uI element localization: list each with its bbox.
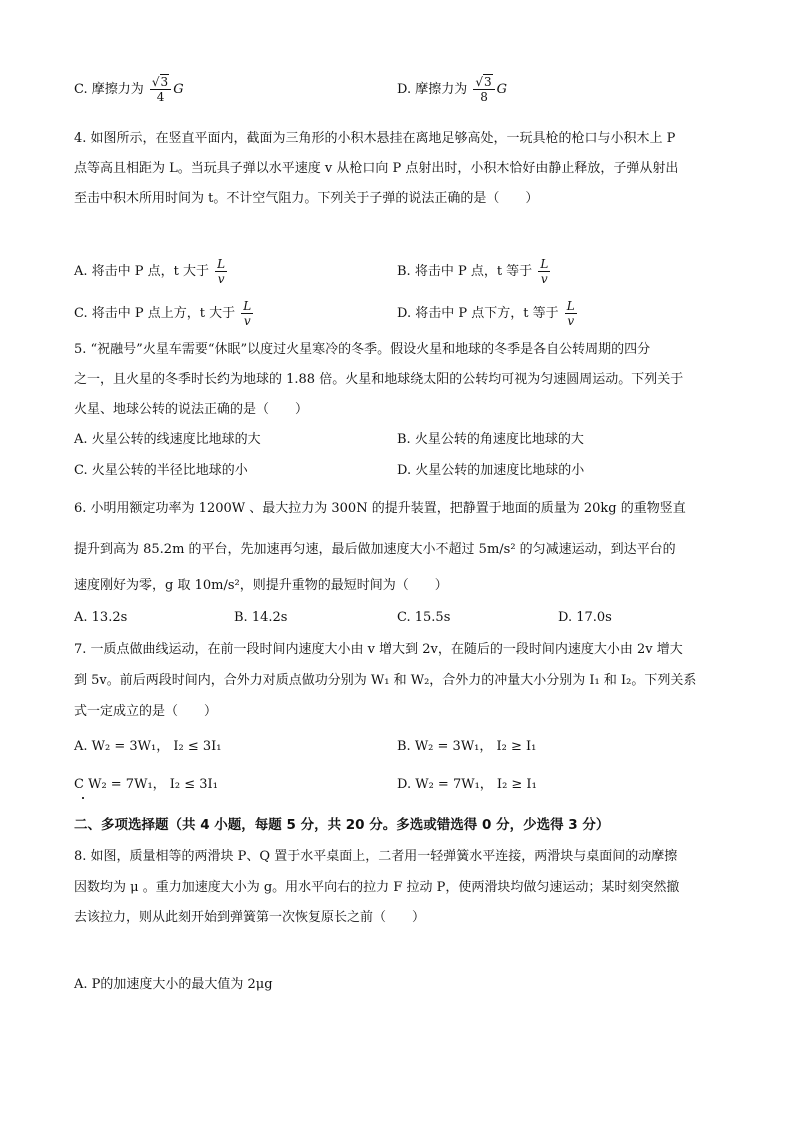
q4-stem-line: 点等高且相距为 L。当玩具子弹以水平速度 v 从枪口向 P 点射出时，小积木恰好由静止释放，子弹从射出: [74, 161, 679, 176]
q7-stem-line: 到 5v。前后两段时间内，合外力对质点做功分别为 W₁ 和 W₂，合外力的冲量大小分别为 I₁ 和 I₂。下列关系: [74, 673, 697, 688]
q3-option-d: [397, 76, 507, 103]
q4-option-b: [397, 258, 552, 285]
option-text: B. 将击中 P 点，t 等于: [397, 264, 533, 279]
q5-stem-line: 火星、地球公转的说法正确的是（ ）: [74, 402, 309, 417]
q8-option-a: A. P的加速度大小的最大值为 2μg: [74, 977, 273, 992]
q6-stem-line: 6. 小明用额定功率为 1200W 、最大拉力为 300N 的提升装置，把静置于地面的质量为 20kg 的重物竖直: [74, 501, 686, 516]
q4-stem-line: 至击中积木所用时间为 t。不计空气阻力。下列关于子弹的说法正确的是（ ）: [74, 191, 539, 206]
section-2-heading: 二、多项选择题（共 4 小题，每题 5 分，共 20 分。多选或错选得 0 分，少选得 3 分）: [74, 817, 610, 833]
fraction: [241, 300, 253, 327]
q4-option-a: [74, 258, 229, 285]
q6-option-b: B. 14.2s: [234, 610, 288, 625]
q4-stem-line: 4. 如图所示，在竖直平面内，截面为三角形的小积木悬挂在离地足够高处，一玩具枪的枪口与小积木上 P: [74, 131, 676, 146]
fraction: $\frac{√3}{4}$: [150, 76, 171, 103]
q6-option-d: D. 17.0s: [558, 610, 612, 625]
denominator: v: [243, 314, 251, 328]
option-text: A. 将击中 P 点，t 大于: [74, 264, 210, 279]
symbol-g: G: [173, 82, 184, 97]
q6-option-a: A. 13.2s: [74, 610, 128, 625]
q6-option-c: C. 15.5s: [397, 610, 451, 625]
fraction: [565, 300, 577, 327]
option-text: C. 将击中 P 点上方，t 大于: [74, 306, 236, 321]
q8-stem-line: 因数均为 μ 。重力加速度大小为 g。用水平向右的拉力 F 拉动 P，使两滑块均做匀速运动；某时刻突然撤: [74, 880, 680, 895]
denominator: v: [540, 272, 548, 286]
q3-option-c: [74, 76, 184, 103]
numerator: L: [243, 299, 252, 313]
radicand: 3: [160, 75, 169, 89]
denominator: 4: [156, 90, 165, 104]
q8-stem-line: 8. 如图，质量相等的两滑块 P、Q 置于水平桌面上，二者用一轻弹簧水平连接，两滑块与桌面间的动摩擦: [74, 849, 678, 864]
q7-stem-line: 7. 一质点做曲线运动，在前一段时间内速度大小由 v 增大到 2v，在随后的一段时间内速度大小由 2v 增大: [74, 642, 683, 657]
q6-stem-line: 提升到高为 85.2m 的平台，先加速再匀速，最后做加速度大小不超过 5m/s² 的匀减速运动，到达平台的: [74, 542, 676, 557]
fraction: [538, 258, 550, 285]
numerator: L: [566, 299, 575, 313]
q7-option-c: C W₂ = 7W₁， I₂ ≤ 3I₁: [74, 777, 218, 792]
q7-option-d: D. W₂ = 7W₁， I₂ ≥ I₁: [397, 777, 537, 792]
denominator: v: [567, 314, 575, 328]
q5-stem-line: 5. “祝融号”火星车需要“休眠”以度过火星寒冷的冬季。假设火星和地球的冬季是各自公转周期的四分: [74, 342, 651, 357]
q7-option-a: A. W₂ = 3W₁， I₂ ≤ 3I₁: [74, 739, 222, 754]
q7-stem-line: 式一定成立的是（ ）: [74, 704, 218, 719]
fraction: [215, 258, 227, 285]
q4-option-d: [397, 300, 579, 327]
option-text: D. 将击中 P 点下方，t 等于: [397, 306, 559, 321]
q5-option-c: C. 火星公转的半径比地球的小: [74, 463, 248, 478]
q4-option-c: [74, 300, 255, 327]
symbol-g: G: [496, 82, 508, 97]
q6-stem-line: 速度刚好为零，g 取 10m/s²，则提升重物的最短时间为（ ）: [74, 578, 448, 593]
option-text: C. 摩擦力为: [74, 82, 144, 97]
q5-option-b: B. 火星公转的角速度比地球的大: [397, 432, 584, 447]
numerator: L: [217, 257, 226, 271]
fraction: $\frac{√3}{8}$: [473, 76, 494, 103]
q7-option-b: B. W₂ = 3W₁， I₂ ≥ I₁: [397, 739, 537, 754]
q5-stem-line: 之一，且火星的冬季时长约为地球的 1.88 倍。火星和地球绕太阳的公转均可视为匀速圆周运动。下列关于: [74, 372, 684, 387]
option-text: D. 摩擦力为: [397, 82, 468, 97]
q8-stem-line: 去该拉力，则从此刻开始到弹簧第一次恢复原长之前（ ）: [74, 910, 426, 925]
denominator: 8: [480, 90, 488, 104]
radicand: 3: [484, 75, 492, 89]
denominator: v: [217, 272, 225, 286]
q5-option-d: D. 火星公转的加速度比地球的小: [397, 463, 585, 478]
q5-option-a: A. 火星公转的线速度比地球的大: [74, 432, 261, 447]
stray-dot: [82, 797, 84, 799]
numerator: L: [540, 257, 549, 271]
